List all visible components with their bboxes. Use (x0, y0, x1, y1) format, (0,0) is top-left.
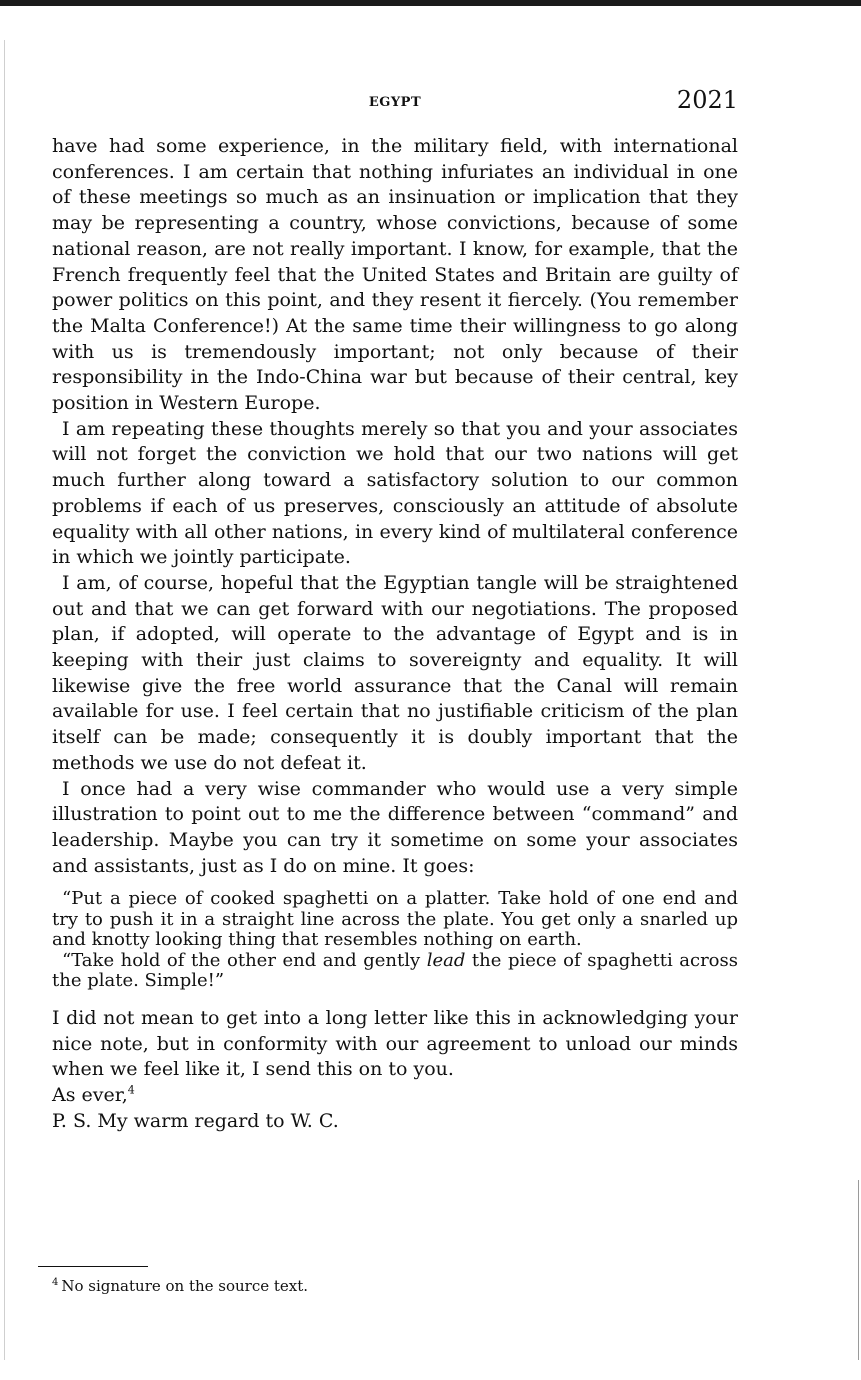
signoff (52, 1083, 738, 1109)
signoff-text: As ever, (52, 1084, 128, 1106)
spaghetti-quote (52, 889, 738, 992)
page-right-edge (858, 1180, 859, 1360)
paragraph-continued: have had some experience, in the military field, with international conferences. I am certain that nothing infuriates an individual in one of these meetings so much as an insinuation or implication that they may be representing a country, whose convictions, because of some national reason, are not really important. I know, for example, that the French frequently feel that the United States and Britain are guilty of power politics on this point, and they resent it fiercely. (You remember the Malta Conference!) At the same time their willingness to go along with us is tremendously important; not only because of their responsibility in the Indo-China war but because of their central, key position in Western Europe. (52, 135, 738, 415)
quote-paragraph: “Put a piece of cooked spaghetti on a platter. Take hold of one end and try to push it in a straight line across the plate. You get only a snarled up and knotty looking thing that resembles nothing on earth. (52, 888, 738, 951)
quote-text: “Take hold of the other end and gently (62, 949, 427, 971)
footnote-divider (38, 1266, 148, 1267)
paragraph: I am repeating these thoughts merely so that you and your associates will not forget the conviction we hold that our two nations will get much further along toward a satisfactory solution to our common problems if each of us preserves, consciously an attitude of absolute equality with all other nations, in every kind of multilateral conference in which we jointly participate. (52, 417, 738, 569)
quote-emphasis: lead (426, 949, 466, 971)
closing-paragraph: I did not mean to get into a long letter like this in acknowledging your nice note, but in conformity with our agreement to unload our minds when we feel like it, I send this on to you. (52, 1006, 738, 1081)
letter-body (52, 134, 738, 1134)
paragraph: I once had a very wise commander who would use a very simple illustration to point out to me the difference between “command” and leadership. Maybe you can try it sometime on some your associates and assistants, just as I do on mine. It goes: (52, 777, 738, 877)
footnote-mark: 4 (52, 1277, 59, 1288)
running-title: EGYPT (368, 95, 422, 110)
running-header (52, 86, 738, 122)
paragraph: I am, of course, hopeful that the Egyptian tangle will be straightened out and that we can get forward with our negotiations. The proposed plan, if adopted, will operate to the advantage of Egypt and is in keeping with their just claims to sovereignty and equality. It will likewise give the free world assurance that the Canal will remain available for use. I feel certain that no justifiable criticism of the plan itself can be made; consequently it is doubly important that the methods we use do not defeat it. (52, 571, 738, 774)
quote-text: the piece of spaghetti across the plate. Simple!” (52, 949, 738, 992)
footnote (52, 1276, 738, 1296)
footnote-text: No signature on the source text. (61, 1277, 309, 1295)
quote-paragraph (52, 951, 738, 992)
postscript: P. S. My warm regard to W. C. (52, 1109, 339, 1132)
page-left-edge (4, 40, 5, 1360)
footnote-reference: 4 (127, 1083, 135, 1097)
page-top-border (0, 0, 861, 6)
page-number: 2021 (676, 86, 738, 114)
